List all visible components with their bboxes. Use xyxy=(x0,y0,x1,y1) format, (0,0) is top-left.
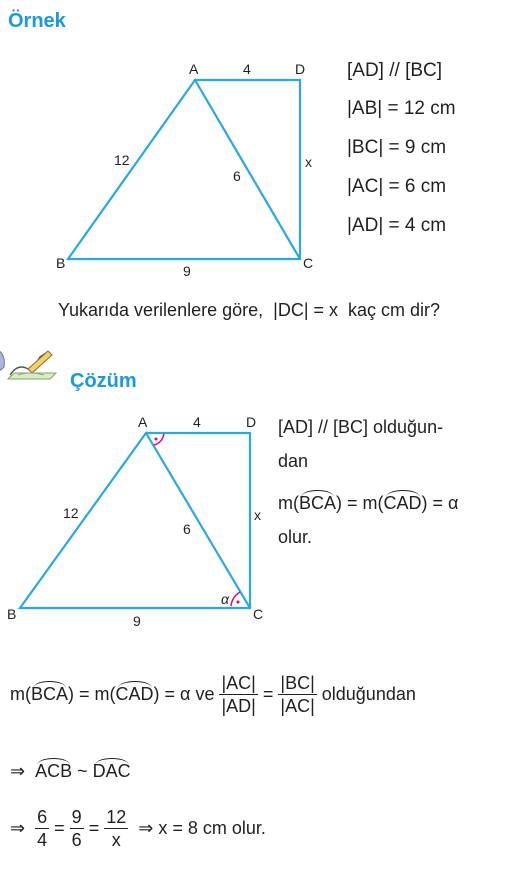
example-heading: Örnek xyxy=(8,10,66,32)
fraction-BC-AC: $\frac{|BC|}{|AC|}$ xyxy=(280,673,315,716)
label-AB: 12 xyxy=(114,152,130,168)
label-A: A xyxy=(189,61,199,77)
solution-text-2: dan xyxy=(278,451,309,471)
pencil-writing-icon xyxy=(0,345,62,387)
fraction-6-4: $\frac{6}{4}$ xyxy=(37,807,48,850)
solution-figure xyxy=(0,410,275,635)
solution-trapezoid xyxy=(20,433,250,608)
question-suffix: kaç cm dir? xyxy=(348,300,441,320)
equation-1: m( BCA ) = m( CAD ) = α ve $\frac{|AC|}{|AD|}$ = $\frac{|BC|}{|AC|}$ olduğundan xyxy=(10,673,416,716)
example-trapezoid xyxy=(68,80,300,259)
label-AD: 4 xyxy=(193,414,201,430)
fraction-9-6: $\frac{9}{6}$ xyxy=(71,807,82,850)
given-4: |AC| = 6 cm xyxy=(347,176,447,197)
label-D: D xyxy=(246,414,257,430)
label-B: B xyxy=(56,255,66,271)
label-D: D xyxy=(295,61,306,77)
given-2: |AB| = 12 cm xyxy=(347,98,456,119)
angle-dot-A xyxy=(155,438,158,441)
fraction-AC-AD: $\frac{|AC|}{|AD|}$ xyxy=(221,673,256,716)
implies-arrow-3: ⇒ xyxy=(138,818,154,838)
solution-heading: Çözüm xyxy=(70,370,137,392)
arc-BCA: BCA xyxy=(299,493,337,513)
given-3: |BC| = 9 cm xyxy=(347,137,447,158)
label-BC: 9 xyxy=(133,613,141,629)
label-alpha: α xyxy=(221,591,229,607)
label-AC: 6 xyxy=(233,168,241,184)
angle-arc-C xyxy=(231,592,240,606)
triangle-ACB: ACB xyxy=(35,761,73,781)
equation-2: ⇒ ACB ~ DAC xyxy=(10,761,131,781)
given-5: |AD| = 4 cm xyxy=(347,215,447,236)
label-AD: 4 xyxy=(243,61,251,77)
arc-CAD: CAD xyxy=(383,493,422,513)
label-BC: 9 xyxy=(183,263,191,279)
label-A: A xyxy=(138,414,148,430)
given-1: [AD] // [BC] xyxy=(347,60,443,81)
question xyxy=(58,300,440,321)
label-C: C xyxy=(253,606,264,622)
implies-arrow-2: ⇒ xyxy=(10,818,26,838)
question-prefix: Yukarıda verilenlere göre, xyxy=(58,300,264,320)
result: x = 8 cm olur. xyxy=(158,818,266,838)
solution-text-1: [AD] // [BC] olduğun- xyxy=(278,417,444,437)
example-figure xyxy=(0,55,340,280)
triangle-DAC: DAC xyxy=(92,761,131,781)
fraction-12-x: $\frac{12}{x}$ xyxy=(106,807,127,850)
label-B: B xyxy=(7,606,17,622)
question-expr: |DC| = x xyxy=(273,300,339,320)
angle-dot-C xyxy=(237,601,240,604)
label-AB: 12 xyxy=(63,505,79,521)
arc-BCA-2: BCA xyxy=(31,684,69,704)
label-C: C xyxy=(303,255,314,271)
implies-arrow: ⇒ xyxy=(10,761,26,781)
equation-3: ⇒ $\frac{6}{4}$ = $\frac{9}{6}$ = $\frac{12}{x}$ ⇒ x = 8 cm olur. xyxy=(10,807,266,850)
solution-text-4: olur. xyxy=(278,527,313,547)
label-DC: x xyxy=(305,154,312,170)
solution-text-3: m(BCA) = m(CAD) = α xyxy=(278,493,459,513)
label-DC: x xyxy=(254,507,261,523)
label-AC: 6 xyxy=(183,521,191,537)
arc-CAD-2: CAD xyxy=(115,684,154,704)
